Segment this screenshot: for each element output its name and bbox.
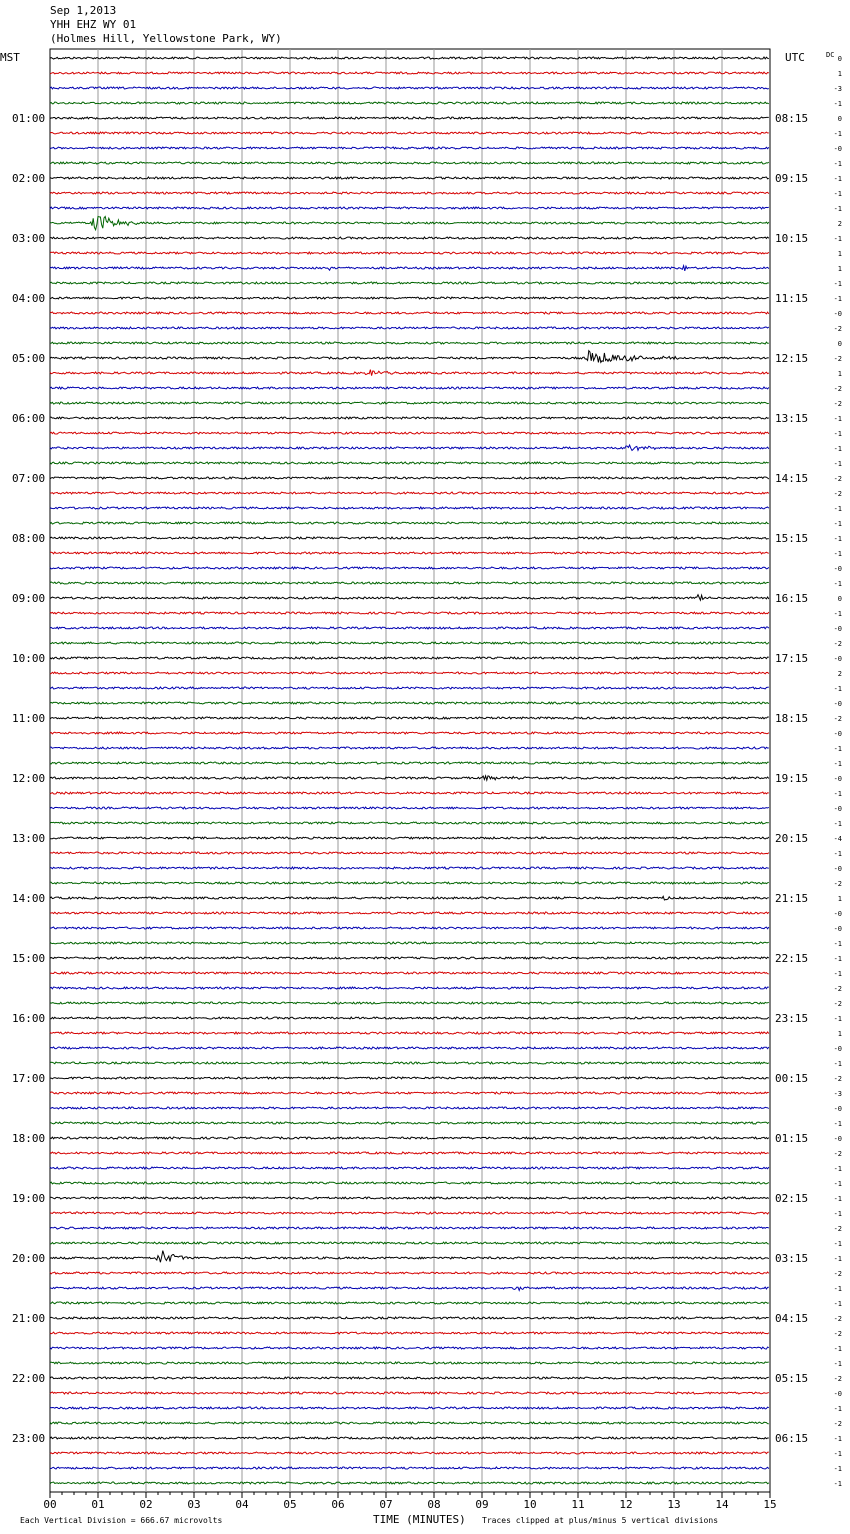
- seismic-trace: [50, 462, 769, 464]
- utc-hour-label: 17:15: [775, 652, 809, 665]
- seismic-trace: [50, 1287, 769, 1290]
- utc-hour-label: 22:15: [775, 952, 809, 965]
- mst-hour-label: 18:00: [12, 1132, 46, 1145]
- seismic-trace: [50, 627, 769, 629]
- seismic-trace: [50, 102, 769, 104]
- dc-offset-label: 0: [837, 55, 842, 63]
- x-tick-label: 06: [331, 1498, 345, 1511]
- seismic-trace: [50, 1152, 769, 1154]
- seismic-trace: [50, 987, 769, 989]
- seismic-trace: [50, 87, 769, 89]
- seismic-trace: [50, 957, 769, 959]
- mst-hour-label: 13:00: [12, 832, 46, 845]
- utc-hour-label: 18:15: [775, 712, 809, 725]
- dc-offset-label: -1: [833, 1480, 842, 1488]
- seismic-trace: [50, 1017, 769, 1019]
- seismic-trace: [50, 837, 769, 839]
- mst-hour-label: 14:00: [12, 892, 46, 905]
- dc-offset-label: -1: [833, 790, 842, 798]
- seismic-trace: [50, 612, 769, 614]
- seismic-trace: [50, 747, 769, 749]
- seismic-trace: [50, 552, 769, 554]
- dc-offset-label: -2: [833, 640, 842, 648]
- seismic-trace: [50, 1482, 769, 1484]
- dc-offset-label: -2: [833, 715, 842, 723]
- dc-offset-label: -1: [833, 1360, 842, 1368]
- dc-offset-label: 0: [837, 115, 842, 123]
- mst-axis-label: MST: [0, 51, 20, 64]
- dc-offset-label: -0: [833, 925, 842, 933]
- utc-hour-label: 05:15: [775, 1372, 809, 1385]
- x-tick-label: 09: [475, 1498, 489, 1511]
- mst-hour-label: 23:00: [12, 1432, 46, 1445]
- dc-offset-label: -2: [833, 1150, 842, 1158]
- dc-offset-label: -1: [833, 1435, 842, 1443]
- dc-offset-label: -0: [833, 1045, 842, 1053]
- seismic-trace: [50, 1077, 769, 1079]
- dc-offset-label: -0: [833, 730, 842, 738]
- dc-offset-label: -2: [833, 1270, 842, 1278]
- seismic-trace: [50, 266, 769, 271]
- seismic-trace: [50, 387, 769, 389]
- dc-offset-label: -1: [833, 445, 842, 453]
- dc-offset-label: -2: [833, 325, 842, 333]
- dc-offset-label: -1: [833, 280, 842, 288]
- dc-offset-label: -2: [833, 1225, 842, 1233]
- utc-hour-label: 04:15: [775, 1312, 809, 1325]
- dc-offset-label: -1: [833, 1345, 842, 1353]
- seismic-trace: [50, 1002, 769, 1004]
- date-label: Sep 1,2013: [50, 4, 117, 17]
- seismic-trace: [50, 1242, 769, 1244]
- x-tick-label: 14: [715, 1498, 729, 1511]
- dc-offset-label: -2: [833, 1075, 842, 1083]
- seismic-trace: [50, 1302, 769, 1304]
- seismic-trace: [50, 1467, 769, 1469]
- mst-hour-label: 08:00: [12, 532, 46, 545]
- seismic-trace: [50, 162, 769, 164]
- dc-offset-label: -1: [833, 235, 842, 243]
- x-axis-title: TIME (MINUTES): [373, 1513, 466, 1526]
- dc-offset-label: -0: [833, 865, 842, 873]
- seismic-trace: [50, 762, 769, 764]
- utc-hour-label: 01:15: [775, 1132, 809, 1145]
- x-tick-label: 02: [139, 1498, 153, 1511]
- mst-hour-label: 07:00: [12, 472, 46, 485]
- dc-offset-label: -2: [833, 355, 842, 363]
- dc-offset-label: -2: [833, 1420, 842, 1428]
- seismic-trace: [50, 72, 769, 74]
- dc-offset-label: -2: [833, 880, 842, 888]
- dc-offset-label: -1: [833, 1060, 842, 1068]
- seismic-trace: [50, 177, 769, 179]
- x-tick-label: 00: [43, 1498, 57, 1511]
- dc-offset-label: -2: [833, 385, 842, 393]
- dc-offset-label: -1: [833, 1120, 842, 1128]
- dc-offset-label: -2: [833, 1375, 842, 1383]
- dc-offset-label: -1: [833, 850, 842, 858]
- seismic-trace: [50, 1362, 769, 1364]
- seismic-trace: [50, 567, 769, 569]
- mst-hour-label: 01:00: [12, 112, 46, 125]
- plot-frame: [50, 49, 770, 1492]
- mst-hour-label: 11:00: [12, 712, 46, 725]
- dc-offset-label: -3: [833, 85, 842, 93]
- seismic-trace: [50, 942, 769, 944]
- seismic-trace: [50, 732, 769, 734]
- dc-offset-label: -0: [833, 910, 842, 918]
- seismic-trace: [50, 492, 769, 494]
- utc-hour-label: 06:15: [775, 1432, 809, 1445]
- dc-offset-label: -0: [833, 700, 842, 708]
- dc-offset-label: -2: [833, 400, 842, 408]
- mst-hour-label: 20:00: [12, 1252, 46, 1265]
- seismic-trace: [50, 1317, 769, 1319]
- dc-offset-label: -0: [833, 145, 842, 153]
- x-tick-label: 15: [763, 1498, 777, 1511]
- seismic-trace: [50, 776, 769, 780]
- utc-hour-label: 13:15: [775, 412, 809, 425]
- utc-hour-label: 23:15: [775, 1012, 809, 1025]
- division-note: Each Vertical Division = 666.67 microvolts: [20, 1516, 223, 1525]
- x-tick-label: 04: [235, 1498, 249, 1511]
- x-tick-label: 03: [187, 1498, 201, 1511]
- seismic-trace: [50, 687, 769, 689]
- seismic-trace: [50, 642, 769, 644]
- dc-offset-label: -1: [833, 1240, 842, 1248]
- dc-offset-label: -1: [833, 520, 842, 528]
- utc-hour-label: 16:15: [775, 592, 809, 605]
- dc-offset-label: -1: [833, 1405, 842, 1413]
- dc-offset-label: -1: [833, 190, 842, 198]
- mst-hour-label: 02:00: [12, 172, 46, 185]
- seismic-trace: [50, 477, 769, 479]
- dc-offset-label: -1: [833, 1300, 842, 1308]
- station-label: YHH EHZ WY 01: [50, 18, 137, 31]
- dc-offset-label: -0: [833, 805, 842, 813]
- seismic-trace: [50, 882, 769, 884]
- seismic-trace: [50, 792, 769, 794]
- dc-offset-label: 0: [837, 340, 842, 348]
- dc-offset-label: 1: [837, 250, 842, 258]
- dc-offset-label: -2: [833, 1315, 842, 1323]
- seismic-trace: [50, 972, 769, 974]
- seismic-trace: [50, 57, 769, 59]
- utc-hour-label: 19:15: [775, 772, 809, 785]
- seismic-trace: [50, 822, 769, 824]
- seismic-trace: [50, 717, 769, 719]
- dc-offset-label: -1: [833, 955, 842, 963]
- seismic-trace: [50, 912, 769, 914]
- dc-offset-label: -2: [833, 1330, 842, 1338]
- seismic-trace: [50, 1032, 769, 1034]
- mst-hour-label: 12:00: [12, 772, 46, 785]
- dc-offset-label: 1: [837, 1030, 842, 1038]
- dc-offset-label: -1: [833, 550, 842, 558]
- mst-hour-label: 15:00: [12, 952, 46, 965]
- mst-hour-label: 16:00: [12, 1012, 46, 1025]
- dc-offset-label: -1: [833, 940, 842, 948]
- seismic-trace: [50, 1047, 769, 1049]
- dc-offset-label: -0: [833, 1135, 842, 1143]
- dc-offset-label: -1: [833, 1285, 842, 1293]
- seismic-trace: [50, 1332, 769, 1334]
- dc-offset-label: -0: [833, 565, 842, 573]
- seismic-trace: [50, 1122, 769, 1124]
- seismic-trace: [50, 1197, 769, 1199]
- dc-offset-label: -1: [833, 685, 842, 693]
- dc-offset-label: -2: [833, 490, 842, 498]
- seismic-trace: [50, 342, 769, 344]
- dc-offset-label: -1: [833, 1210, 842, 1218]
- utc-hour-label: 09:15: [775, 172, 809, 185]
- seismic-trace: [50, 1062, 769, 1064]
- dc-offset-label: 1: [837, 70, 842, 78]
- x-tick-label: 05: [283, 1498, 297, 1511]
- seismic-trace: [50, 207, 769, 209]
- seismic-trace: [50, 522, 769, 524]
- seismic-trace: [50, 1251, 769, 1263]
- seismic-trace: [50, 1167, 769, 1169]
- dc-offset-label: -1: [833, 760, 842, 768]
- seismic-trace: [50, 417, 769, 419]
- utc-hour-label: 20:15: [775, 832, 809, 845]
- dc-offset-label: -1: [833, 1195, 842, 1203]
- dc-offset-label: 1: [837, 895, 842, 903]
- dc-offset-label: -2: [833, 985, 842, 993]
- utc-hour-label: 10:15: [775, 232, 809, 245]
- dc-offset-label: -1: [833, 295, 842, 303]
- mst-hour-label: 22:00: [12, 1372, 46, 1385]
- seismic-trace: [50, 1092, 769, 1094]
- utc-hour-label: 03:15: [775, 1252, 809, 1265]
- dc-offset-label: -1: [833, 415, 842, 423]
- dc-offset-label: -1: [833, 430, 842, 438]
- seismic-trace: [50, 657, 769, 659]
- seismic-trace: [50, 896, 769, 900]
- dc-offset-label: -1: [833, 1255, 842, 1263]
- utc-hour-label: 14:15: [775, 472, 809, 485]
- seismic-trace: [50, 852, 769, 854]
- seismic-trace: [50, 432, 769, 434]
- dc-offset-label: -1: [833, 1165, 842, 1173]
- utc-hour-label: 11:15: [775, 292, 809, 305]
- seismic-trace: [50, 1137, 769, 1139]
- seismic-trace: [50, 1227, 769, 1229]
- dc-offset-label: 2: [837, 670, 842, 678]
- mst-hour-label: 09:00: [12, 592, 46, 605]
- utc-hour-label: 00:15: [775, 1072, 809, 1085]
- seismic-trace: [50, 1212, 769, 1214]
- seismic-trace: [50, 1347, 769, 1349]
- seismic-trace: [50, 595, 769, 601]
- seismic-trace: [50, 117, 769, 119]
- seismic-trace: [50, 1377, 769, 1379]
- x-tick-label: 01: [91, 1498, 105, 1511]
- seismic-trace: [50, 702, 769, 704]
- seismic-trace: [50, 1422, 769, 1424]
- utc-hour-label: 12:15: [775, 352, 809, 365]
- seismic-trace: [50, 507, 769, 509]
- seismic-trace: [50, 237, 769, 239]
- seismic-trace: [50, 192, 769, 194]
- utc-hour-label: 15:15: [775, 532, 809, 545]
- seismic-trace: [50, 282, 769, 284]
- seismic-trace: [50, 370, 769, 376]
- x-tick-label: 13: [667, 1498, 681, 1511]
- location-label: (Holmes Hill, Yellowstone Park, WY): [50, 32, 282, 45]
- dc-offset-label: -1: [833, 1015, 842, 1023]
- seismic-trace: [50, 297, 769, 299]
- dc-offset-label: -1: [833, 610, 842, 618]
- dc-offset-label: -1: [833, 505, 842, 513]
- dc-offset-label: -1: [833, 970, 842, 978]
- utc-hour-label: 21:15: [775, 892, 809, 905]
- seismic-trace: [50, 1392, 769, 1394]
- mst-hour-label: 10:00: [12, 652, 46, 665]
- seismic-trace: [50, 1452, 769, 1454]
- seismic-trace: [50, 807, 769, 809]
- dc-offset-label: -1: [833, 160, 842, 168]
- x-tick-label: 10: [523, 1498, 537, 1511]
- dc-offset-label: -1: [833, 175, 842, 183]
- utc-hour-label: 08:15: [775, 112, 809, 125]
- clip-note: Traces clipped at plus/minus 5 vertical divisions: [482, 1516, 719, 1525]
- dc-offset-label: -1: [833, 100, 842, 108]
- mst-hour-label: 06:00: [12, 412, 46, 425]
- seismic-trace: [50, 1407, 769, 1409]
- x-tick-label: 07: [379, 1498, 393, 1511]
- dc-offset-label: -1: [833, 460, 842, 468]
- seismic-trace: [50, 402, 769, 404]
- dc-offset-label: -0: [833, 775, 842, 783]
- dc-offset-label: -1: [833, 535, 842, 543]
- seismic-trace: [50, 867, 769, 869]
- seismic-trace: [50, 1182, 769, 1184]
- seismic-trace: [50, 927, 769, 929]
- dc-offset-label: -0: [833, 655, 842, 663]
- dc-offset-label: -1: [833, 205, 842, 213]
- utc-axis-label: UTC: [785, 51, 805, 64]
- dc-offset-label: 0: [837, 595, 842, 603]
- seismic-trace: [50, 252, 769, 254]
- seismic-trace: [50, 537, 769, 539]
- dc-offset-label: -2: [833, 1000, 842, 1008]
- dc-offset-label: -1: [833, 580, 842, 588]
- dc-offset-label: -1: [833, 130, 842, 138]
- dc-offset-label: 1: [837, 370, 842, 378]
- dc-offset-label: 1: [837, 265, 842, 273]
- dc-label: DC: [826, 51, 835, 59]
- x-tick-label: 12: [619, 1498, 633, 1511]
- dc-offset-label: -1: [833, 745, 842, 753]
- dc-offset-label: -1: [833, 1180, 842, 1188]
- seismic-trace: [50, 132, 769, 134]
- mst-hour-label: 17:00: [12, 1072, 46, 1085]
- dc-offset-label: 2: [837, 220, 842, 228]
- dc-offset-label: -3: [833, 1090, 842, 1098]
- dc-offset-label: -0: [833, 625, 842, 633]
- seismic-trace: [50, 216, 769, 229]
- seismic-trace: [50, 312, 769, 314]
- mst-hour-label: 21:00: [12, 1312, 46, 1325]
- dc-offset-label: -1: [833, 1450, 842, 1458]
- dc-offset-label: -4: [833, 835, 842, 843]
- mst-hour-label: 05:00: [12, 352, 46, 365]
- mst-hour-label: 03:00: [12, 232, 46, 245]
- dc-offset-label: -2: [833, 475, 842, 483]
- mst-hour-label: 04:00: [12, 292, 46, 305]
- mst-hour-label: 19:00: [12, 1192, 46, 1205]
- seismic-trace: [50, 1272, 769, 1274]
- seismic-trace: [50, 582, 769, 584]
- utc-hour-label: 02:15: [775, 1192, 809, 1205]
- x-tick-label: 08: [427, 1498, 441, 1511]
- dc-offset-label: -0: [833, 1390, 842, 1398]
- seismic-trace: [50, 1437, 769, 1439]
- seismic-trace: [50, 672, 769, 674]
- dc-offset-label: -1: [833, 820, 842, 828]
- seismic-trace: [50, 351, 769, 363]
- dc-offset-label: -1: [833, 1465, 842, 1473]
- x-tick-label: 11: [571, 1498, 585, 1511]
- seismic-trace: [50, 1107, 769, 1109]
- seismic-trace: [50, 445, 769, 451]
- dc-offset-label: -0: [833, 1105, 842, 1113]
- seismic-trace: [50, 327, 769, 329]
- dc-offset-label: -0: [833, 310, 842, 318]
- seismic-trace: [50, 147, 769, 149]
